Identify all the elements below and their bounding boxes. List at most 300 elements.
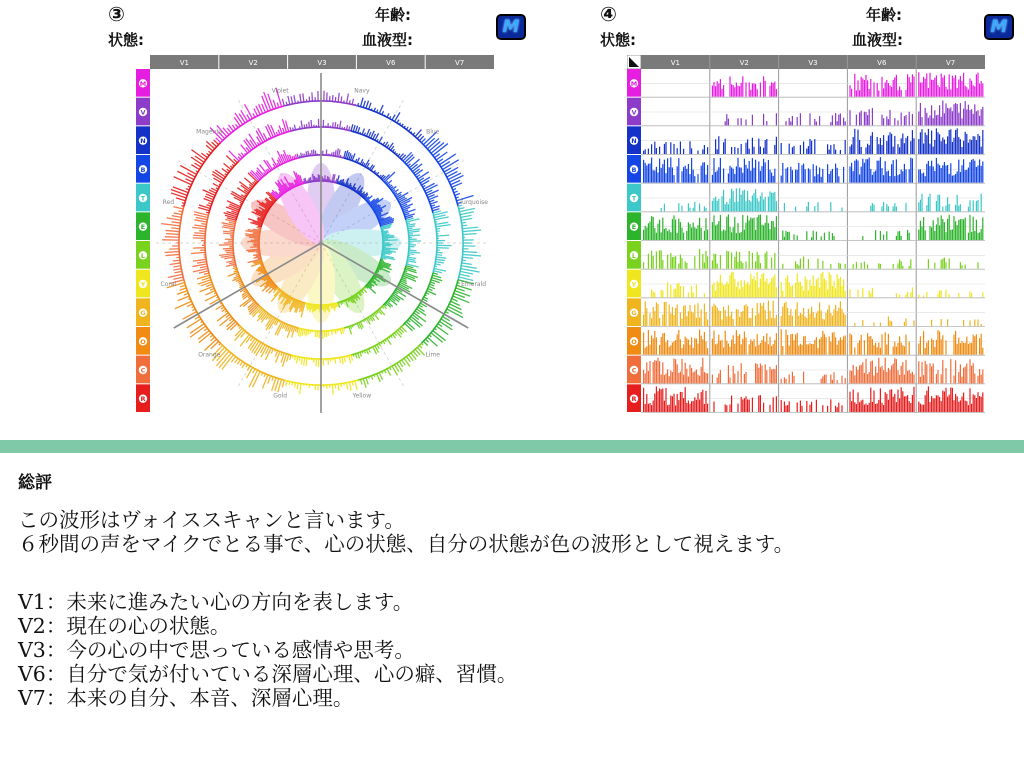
wave-bar bbox=[715, 305, 716, 326]
wave-bar bbox=[653, 401, 654, 412]
wave-bar bbox=[781, 379, 782, 384]
wave-bar bbox=[909, 77, 910, 97]
wave-bar bbox=[902, 362, 903, 383]
wave-bar bbox=[715, 86, 716, 96]
wave-bar bbox=[939, 397, 940, 412]
row-label: R bbox=[631, 395, 637, 404]
wave-bar bbox=[757, 272, 758, 297]
wave-bar bbox=[664, 144, 665, 154]
wave-spike bbox=[462, 227, 478, 229]
wave-bar bbox=[773, 344, 774, 355]
wave-bar bbox=[749, 220, 750, 240]
wave-bar bbox=[894, 118, 895, 125]
wave-bar bbox=[797, 117, 798, 125]
wave-bar bbox=[957, 128, 958, 154]
wave-bar bbox=[840, 113, 841, 125]
wave-bar bbox=[971, 140, 972, 154]
wave-bar bbox=[816, 232, 817, 240]
wave-bar bbox=[949, 294, 950, 297]
wave-bar bbox=[889, 132, 890, 154]
wave-bar bbox=[945, 205, 946, 211]
wave-bar bbox=[665, 173, 666, 182]
wave-bar bbox=[808, 259, 809, 269]
wave-bar bbox=[963, 159, 964, 182]
wave-bar bbox=[688, 401, 689, 412]
wave-spike bbox=[432, 275, 441, 278]
wave-bar bbox=[785, 121, 786, 125]
column-label: V6 bbox=[386, 59, 396, 67]
wave-bar bbox=[662, 164, 663, 182]
wave-bar bbox=[843, 313, 844, 326]
wave-bar bbox=[945, 340, 946, 354]
wave-bar bbox=[654, 142, 655, 154]
wave-bar bbox=[894, 77, 895, 96]
wave-spike bbox=[382, 111, 384, 115]
wave-bar bbox=[833, 372, 834, 383]
wave-bar bbox=[771, 82, 772, 96]
wave-spike bbox=[341, 384, 342, 388]
wave-spike bbox=[371, 108, 372, 110]
wave-spike bbox=[194, 225, 206, 227]
wave-spike bbox=[302, 329, 303, 336]
wave-spike bbox=[437, 235, 449, 236]
wave-bar bbox=[656, 337, 657, 354]
wave-bar bbox=[905, 203, 906, 212]
wave-bar bbox=[707, 147, 708, 154]
wave-bar bbox=[797, 402, 798, 412]
wave-spike bbox=[161, 224, 180, 226]
wave-bar bbox=[867, 333, 868, 355]
wave-bar bbox=[897, 390, 898, 412]
wave-bar bbox=[805, 276, 806, 297]
row-waveform bbox=[643, 329, 983, 354]
wave-spike bbox=[417, 347, 424, 355]
wave-bar bbox=[731, 147, 732, 154]
wave-spike bbox=[241, 153, 244, 156]
wave-spike bbox=[462, 222, 466, 223]
wave-bar bbox=[910, 373, 911, 383]
wave-bar bbox=[955, 360, 956, 383]
wave-bar bbox=[901, 342, 902, 354]
wave-bar bbox=[803, 372, 804, 384]
wave-bar bbox=[926, 205, 927, 211]
wave-bar bbox=[669, 376, 670, 383]
wave-bar bbox=[853, 390, 854, 412]
wave-bar bbox=[678, 264, 679, 269]
wave-bar bbox=[830, 342, 831, 355]
wave-bar bbox=[859, 90, 860, 96]
wave-spike bbox=[173, 260, 180, 261]
wave-bar bbox=[737, 118, 738, 125]
wave-spike bbox=[180, 288, 187, 290]
wave-bar bbox=[771, 173, 772, 183]
wave-bar bbox=[961, 377, 962, 384]
wave-spike bbox=[371, 376, 372, 380]
wave-spike bbox=[303, 93, 304, 102]
wave-bar bbox=[721, 282, 722, 297]
wave-spike bbox=[282, 380, 284, 387]
wave-bar bbox=[971, 293, 972, 297]
wave-bar bbox=[901, 366, 902, 384]
wave-spike bbox=[207, 153, 210, 155]
wave-bar bbox=[768, 197, 769, 212]
wave-bar bbox=[928, 259, 929, 269]
wave-spike bbox=[249, 187, 251, 189]
segment-label: Violet bbox=[271, 87, 289, 95]
wave-spike bbox=[197, 262, 206, 264]
wave-bar bbox=[814, 286, 815, 298]
wave-spike bbox=[406, 127, 408, 129]
wave-bar bbox=[789, 118, 790, 125]
wave-bar bbox=[920, 83, 921, 97]
wave-bar bbox=[704, 231, 705, 240]
wave-bar bbox=[934, 398, 935, 412]
wave-bar bbox=[941, 374, 942, 383]
wave-bar bbox=[707, 165, 708, 183]
wave-spike bbox=[262, 96, 268, 111]
wave-bar bbox=[958, 402, 959, 412]
wave-bar bbox=[667, 369, 668, 383]
wave-bar bbox=[888, 400, 889, 412]
wave-bar bbox=[889, 176, 890, 183]
wave-bar bbox=[889, 86, 890, 97]
wave-spike bbox=[340, 357, 341, 362]
wave-bar bbox=[745, 304, 746, 326]
wave-bar bbox=[733, 272, 734, 298]
wave-bar bbox=[957, 344, 958, 355]
wave-bar bbox=[833, 281, 834, 297]
wave-bar bbox=[750, 339, 751, 354]
wave-spike bbox=[436, 257, 446, 258]
wave-bar bbox=[869, 337, 870, 355]
wave-bar bbox=[825, 374, 826, 383]
wave-bar bbox=[645, 404, 646, 412]
wave-bar bbox=[904, 164, 905, 183]
wave-bar bbox=[741, 118, 742, 125]
wave-spike bbox=[304, 330, 305, 335]
wave-bar bbox=[809, 405, 810, 412]
wave-spike bbox=[295, 328, 296, 332]
wave-bar bbox=[737, 310, 738, 326]
wave-bar bbox=[723, 142, 724, 154]
wave-spike bbox=[257, 142, 259, 145]
wave-bar bbox=[704, 206, 705, 211]
wave-bar bbox=[765, 342, 766, 355]
wave-bar bbox=[963, 393, 964, 412]
wave-bar bbox=[691, 368, 692, 383]
wave-bar bbox=[745, 396, 746, 412]
wave-bar bbox=[909, 342, 910, 355]
wave-bar bbox=[662, 333, 663, 354]
wave-bar bbox=[782, 346, 783, 355]
wave-bar bbox=[737, 158, 738, 183]
wave-bar bbox=[827, 144, 828, 154]
wave-bar bbox=[694, 338, 695, 354]
wave-bar bbox=[837, 380, 838, 383]
panel-3-number: ③ bbox=[108, 2, 125, 26]
wave-bar bbox=[851, 144, 852, 154]
wave-bar bbox=[947, 165, 948, 183]
wave-bar bbox=[939, 195, 940, 211]
wave-bar bbox=[851, 89, 852, 97]
wave-bar bbox=[646, 346, 647, 354]
row-waveform bbox=[651, 272, 983, 298]
wave-spike bbox=[332, 385, 333, 395]
wave-bar bbox=[880, 367, 881, 383]
wave-bar bbox=[752, 398, 753, 412]
wave-bar bbox=[745, 262, 746, 269]
wave-spike bbox=[374, 170, 376, 172]
wave-bar bbox=[750, 171, 751, 183]
wave-bar bbox=[928, 197, 929, 211]
wave-bar bbox=[749, 251, 750, 269]
wave-bar bbox=[769, 311, 770, 326]
wave-bar bbox=[899, 86, 900, 96]
wave-spike bbox=[268, 376, 271, 384]
wave-bar bbox=[961, 396, 962, 412]
wave-bar bbox=[782, 231, 783, 240]
wave-bar bbox=[718, 374, 719, 384]
wave-bar bbox=[973, 114, 974, 126]
wave-spike bbox=[381, 259, 383, 260]
wave-bar bbox=[907, 371, 908, 383]
wave-spike bbox=[291, 96, 293, 103]
m-logo-icon: M bbox=[496, 14, 526, 40]
wave-bar bbox=[763, 148, 764, 154]
wave-bar bbox=[685, 387, 686, 412]
wave-bar bbox=[982, 217, 983, 240]
wave-bar bbox=[961, 265, 962, 268]
wave-spike bbox=[293, 127, 294, 130]
wave-spike bbox=[429, 284, 434, 286]
wave-bar bbox=[862, 288, 863, 297]
wave-bar bbox=[829, 305, 830, 326]
wave-bar bbox=[960, 103, 961, 125]
wave-bar bbox=[979, 84, 980, 97]
wave-spike bbox=[262, 375, 268, 389]
wave-bar bbox=[734, 174, 735, 183]
wave-bar bbox=[837, 345, 838, 355]
wave-bar bbox=[933, 147, 934, 154]
wave-bar bbox=[941, 319, 942, 326]
column-label: V2 bbox=[248, 59, 258, 67]
wave-spike bbox=[273, 100, 276, 108]
wave-bar bbox=[926, 73, 927, 96]
wave-bar bbox=[878, 400, 879, 412]
wave-bar bbox=[891, 87, 892, 97]
wave-spike bbox=[337, 124, 338, 128]
wave-bar bbox=[875, 230, 876, 240]
wave-spike bbox=[358, 353, 360, 359]
wave-spike bbox=[425, 339, 428, 342]
wave-bar bbox=[699, 399, 700, 412]
wave-bar bbox=[859, 140, 860, 154]
wave-bar bbox=[832, 286, 833, 297]
wave-spike bbox=[174, 271, 181, 273]
wave-bar bbox=[670, 313, 671, 326]
wave-bar bbox=[741, 261, 742, 269]
wave-bar bbox=[728, 173, 729, 182]
wave-bar bbox=[921, 82, 922, 96]
wave-bar bbox=[885, 82, 886, 96]
segment-label: Emerald bbox=[461, 280, 487, 288]
wave-bar bbox=[669, 230, 670, 240]
wave-bar bbox=[733, 85, 734, 97]
wave-bar bbox=[696, 229, 697, 240]
wave-bar bbox=[741, 83, 742, 97]
wave-bar bbox=[809, 170, 810, 183]
wave-spike bbox=[248, 296, 251, 298]
wave-bar bbox=[816, 166, 817, 183]
wave-bar bbox=[857, 392, 858, 412]
wave-spike bbox=[355, 381, 357, 390]
wave-bar bbox=[968, 105, 969, 126]
wave-spike bbox=[373, 134, 376, 139]
wave-bar bbox=[742, 76, 743, 96]
wave-bar bbox=[723, 85, 724, 97]
wave-bar bbox=[697, 393, 698, 412]
wave-spike bbox=[297, 383, 298, 389]
wave-spike bbox=[375, 312, 377, 314]
wave-bar bbox=[790, 167, 791, 183]
wave-spike bbox=[230, 323, 237, 330]
wave-bar bbox=[766, 278, 767, 297]
wave-spike bbox=[223, 248, 233, 249]
wave-bar bbox=[795, 261, 796, 268]
wave-bar bbox=[941, 290, 942, 297]
wave-bar bbox=[677, 284, 678, 298]
wave-spike bbox=[338, 93, 339, 102]
wave-spike bbox=[431, 205, 435, 206]
wave-bar bbox=[688, 164, 689, 183]
wave-bar bbox=[697, 303, 698, 326]
wave-bar bbox=[835, 113, 836, 125]
wave-bar bbox=[669, 167, 670, 182]
wave-bar bbox=[657, 172, 658, 182]
wave-bar bbox=[837, 168, 838, 183]
wave-spike bbox=[275, 350, 276, 352]
wave-spike bbox=[384, 304, 386, 306]
wave-bar bbox=[965, 343, 966, 355]
wave-bar bbox=[907, 136, 908, 154]
wave-bar bbox=[686, 316, 687, 326]
wave-bar bbox=[653, 338, 654, 354]
wave-bar bbox=[662, 260, 663, 269]
wave-bar bbox=[678, 373, 679, 383]
wave-bar bbox=[728, 365, 729, 383]
wave-spike bbox=[201, 224, 206, 225]
wave-spike bbox=[455, 194, 460, 196]
wave-bar bbox=[872, 175, 873, 183]
wave-bar bbox=[902, 171, 903, 182]
wave-bar bbox=[763, 273, 764, 297]
wave-bar bbox=[952, 111, 953, 125]
wave-bar bbox=[974, 86, 975, 96]
wave-bar bbox=[680, 254, 681, 268]
wave-bar bbox=[701, 336, 702, 355]
wave-bar bbox=[897, 264, 898, 269]
wave-bar bbox=[750, 218, 751, 240]
wave-bar bbox=[670, 232, 671, 240]
wave-spike bbox=[340, 329, 341, 334]
wave-bar bbox=[789, 282, 790, 297]
wave-bar bbox=[680, 312, 681, 326]
wave-bar bbox=[902, 391, 903, 412]
wave-bar bbox=[691, 312, 692, 326]
wave-bar bbox=[862, 236, 863, 240]
wave-bar bbox=[741, 144, 742, 154]
wave-spike bbox=[453, 296, 470, 303]
wave-bar bbox=[926, 391, 927, 412]
row-label: Y bbox=[631, 280, 637, 289]
wave-spike bbox=[187, 304, 193, 307]
wave-bar bbox=[873, 204, 874, 211]
wave-bar bbox=[795, 283, 796, 298]
wave-bar bbox=[918, 170, 919, 183]
wave-bar bbox=[894, 136, 895, 154]
wave-bar bbox=[881, 366, 882, 383]
wave-bar bbox=[809, 314, 810, 326]
wave-bar bbox=[925, 176, 926, 183]
wave-bar bbox=[886, 171, 887, 182]
wave-bar bbox=[849, 333, 850, 354]
wave-bar bbox=[771, 346, 772, 355]
wave-bar bbox=[672, 372, 673, 383]
wave-bar bbox=[736, 287, 737, 297]
wave-bar bbox=[790, 309, 791, 326]
wave-spike bbox=[224, 163, 232, 169]
wave-spike bbox=[297, 328, 298, 333]
wave-bar bbox=[653, 362, 654, 383]
wave-spike bbox=[219, 184, 221, 185]
wave-bar bbox=[731, 167, 732, 182]
wave-bar bbox=[885, 358, 886, 384]
wave-spike bbox=[379, 343, 381, 346]
wave-bar bbox=[659, 318, 660, 326]
wave-spike bbox=[409, 250, 417, 251]
wave-bar bbox=[686, 263, 687, 269]
wave-bar bbox=[741, 280, 742, 297]
wave-spike bbox=[294, 125, 295, 130]
wave-spike bbox=[258, 229, 261, 230]
segment-label: Blue bbox=[426, 128, 440, 136]
wave-bar bbox=[936, 128, 937, 154]
wave-bar bbox=[976, 201, 977, 211]
wave-bar bbox=[877, 137, 878, 154]
wave-bar bbox=[760, 263, 761, 269]
wave-bar bbox=[755, 280, 756, 297]
wave-bar bbox=[651, 251, 652, 269]
wave-bar bbox=[814, 176, 815, 182]
wave-bar bbox=[776, 201, 777, 211]
wave-bar bbox=[921, 362, 922, 384]
wave-bar bbox=[849, 166, 850, 182]
wave-bar bbox=[717, 264, 718, 269]
wave-bar bbox=[677, 394, 678, 412]
wave-bar bbox=[977, 134, 978, 154]
wave-bar bbox=[763, 336, 764, 355]
wave-bar bbox=[673, 175, 674, 183]
wave-bar bbox=[974, 373, 975, 383]
wave-bar bbox=[963, 368, 964, 384]
wave-bar bbox=[729, 377, 730, 383]
wave-bar bbox=[816, 313, 817, 326]
wave-bar bbox=[937, 195, 938, 212]
wave-bar bbox=[961, 341, 962, 354]
wave-bar bbox=[953, 175, 954, 182]
wave-bar bbox=[688, 377, 689, 384]
wave-bar bbox=[942, 360, 943, 383]
